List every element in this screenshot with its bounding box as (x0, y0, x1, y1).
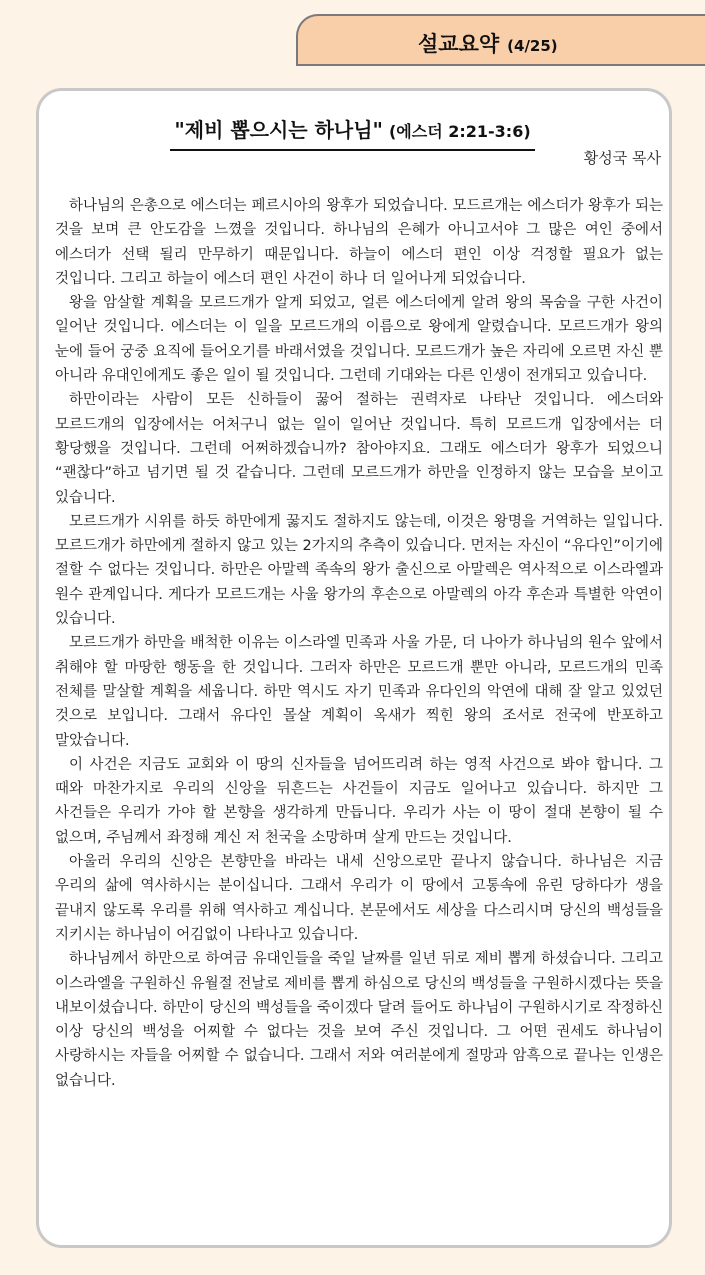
paragraph: 하나님의 은총으로 에스더는 페르시아의 왕후가 되었습니다. 모드르개는 에스더가 왕후가 되는 것을 보며 큰 안도감을 느꼈을 것입니다. 하나님의 은혜가 아니고서야 그 많은 여인 중에서 에스더가 선택 될리 만무하기 때문입니다. 하늘이 에스더 편인 이상 걱정할 필요가 없는 것입니다. 그리고 하늘이 에스더 편인 사건이 하나 더 일어나게 되었습니다. (55, 198, 663, 287)
sermon-title-wrap (0, 116, 705, 151)
sermon-body (55, 194, 663, 1093)
header-date: (4/25) (507, 37, 558, 55)
paragraph: 왕을 암살할 계획을 모르드개가 알게 되었고, 얼른 에스더에게 알려 왕의 목숨을 구한 사건이 일어난 것입니다. 에스더는 이 일을 모르드개의 이름으로 왕에게 알렸습니다. 모르드개가 왕의 눈에 들어 궁중 요직에 들어오기를 바래서였을 것입니다. 모르드개가 높은 자리에 오르면 자신 뿐 아니라 유대인에게도 좋은 일이 될 것입니다. 그런데 기대와는 다른 인생이 전개되고 있습니다. (55, 295, 663, 385)
sermon-title (170, 116, 534, 151)
sermon-title-text: "제비 뽑으시는 하나님" (174, 118, 383, 142)
paragraph: 하나님께서 하만으로 하여금 유대인들을 죽일 날짜를 일년 뒤로 제비 뽑게 하셨습니다. 그리고 이스라엘을 구원하신 유월절 전날로 제비를 뽑게 하심으로 당신의 백성들을 구원하시겠다는 뜻을 내보이셨습니다. 하만이 당신의 백성들을 죽이겠다 달려 들어도 하나님이 구원하시기로 작정하신 이상 당신의 백성을 어찌할 수 없다는 것을 보여 주신 것입니다. 그 어떤 권세도 하나님이 사랑하시는 자들을 어찌할 수 없습니다. 그래서 저와 여러분에게 절망과 암흑으로 끝나는 인생은 없습니다. (55, 951, 663, 1089)
header-title-text: 설교요약 (418, 32, 500, 56)
paragraph: 아울러 우리의 신앙은 본향만을 바라는 내세 신앙으로만 끝나지 않습니다. 하나님은 지금 우리의 삶에 역사하시는 분이십니다. 그래서 우리가 이 땅에서 고통속에 유린 당하다가 생을 끝내지 않도록 우리를 위해 역사하고 계십니다. 본문에서도 세상을 다스리시며 당신의 백성들을 지키시는 하나님이 어김없이 나타나고 있습니다. (55, 854, 663, 943)
paragraph: 이 사건은 지금도 교회와 이 땅의 신자들을 넘어뜨리려 하는 영적 사건으로 봐야 합니다. 그 때와 마찬가지로 우리의 신앙을 뒤흔드는 사건들이 지금도 일어나고 있습니다. 하지만 그 사건들은 우리가 가야 할 본향을 생각하게 만듭니다. 우리가 사는 이 땅이 절대 본향이 될 수 없으며, 주님께서 좌정해 계신 저 천국을 소망하며 살게 만드는 것입니다. (55, 756, 663, 846)
header-title (418, 24, 558, 64)
paragraph: 모르드개가 하만을 배척한 이유는 이스라엘 민족과 사울 가문, 더 나아가 하나님의 원수 앞에서 취해야 할 마땅한 행동을 한 것입니다. 그러자 하만은 모르드개 뿐만 아니라, 모르드개의 민족 전체를 말살할 계획을 세웁니다. 하만 역시도 자기 민족과 유다인의 악연에 대해 잘 알고 있었던 것으로 보입니다. 그래서 유다인 몰살 계획이 옥새가 찍힌 왕의 조서로 전국에 반포하고 말았습니다. (55, 635, 663, 749)
paragraph: 모르드개가 시위를 하듯 하만에게 꿇지도 절하지도 않는데, 이것은 왕명을 거역하는 일입니다. 모르드개가 하만에게 절하지 않고 있는 2가지의 추측이 있습니다. 먼저는 자신이 “유다인”이기에 절할 수 없다는 것입니다. 하만은 아말렉 족속의 왕가 출신으로 아말렉은 역사적으로 이스라엘과 원수 관계입니다. 게다가 모르드개는 사울 왕가의 후손으로 아말렉의 아각 후손과 특별한 악연이 있습니다. (55, 513, 663, 628)
scripture-reference: (에스더 2:21-3:6) (388, 122, 531, 141)
sermon-author: 황성국 목사 (583, 149, 661, 167)
paragraph: 하만이라는 사람이 모든 신하들이 꿇어 절하는 권력자로 나타난 것입니다. 에스더와 모르드개의 입장에서는 어처구니 없는 일이 일어난 것입니다. 특히 모르드개 입장에서는 더 황당했을 것입니다. 그런데 어쩌하겠습니까? 참아야지요. 그래도 에스더가 왕후가 되었으니 “괜찮다”하고 넘기면 될 것 같습니다. 그런데 모르드개가 하만을 인정하지 않는 모습을 보이고 있습니다. (55, 392, 663, 506)
